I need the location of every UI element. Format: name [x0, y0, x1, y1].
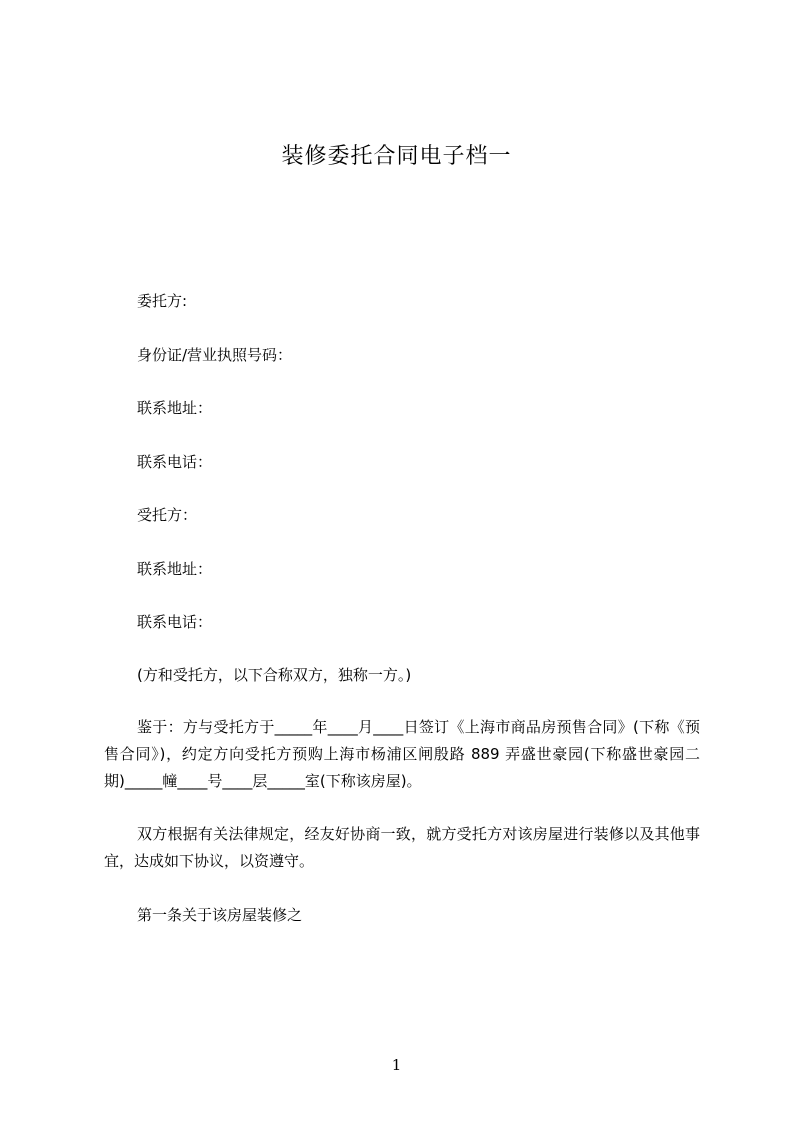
- id-license-number-label: 身份证/营业执照号码：: [137, 346, 293, 364]
- principal-address-label: 联系地址：: [137, 399, 213, 417]
- principal-field-label: 委托方:: [137, 292, 188, 310]
- page-number: 1: [391, 1056, 402, 1074]
- agent-field-label: 受托方：: [137, 506, 198, 524]
- document-title: 装修委托合同电子档一: [281, 144, 512, 169]
- principal-phone-label: 联系电话：: [137, 453, 213, 471]
- agreement-paragraph: 双方根据有关法律规定，经友好协商一致，就方受托方对该房屋进行装修以及其他事宜，达成如下协议，以资遵守。: [104, 825, 700, 870]
- article-one-heading: 第一条关于该房屋装修之: [137, 906, 303, 924]
- whereas-paragraph: 鉴于：方与受托方于_____年____月____日签订《上海市商品房预售合同》(下称《预售合同》)，约定方向受托方预购上海市杨浦区闸殷路 889 弄盛世豪园(下称盛世豪园二期)_____幢____号____层_____室(下称该房屋)。: [104, 718, 700, 790]
- agent-phone-label: 联系电话：: [137, 613, 213, 631]
- agent-address-label: 联系地址：: [137, 560, 213, 578]
- parties-note: (方和受托方，以下合称双方，独称一方。): [137, 666, 412, 684]
